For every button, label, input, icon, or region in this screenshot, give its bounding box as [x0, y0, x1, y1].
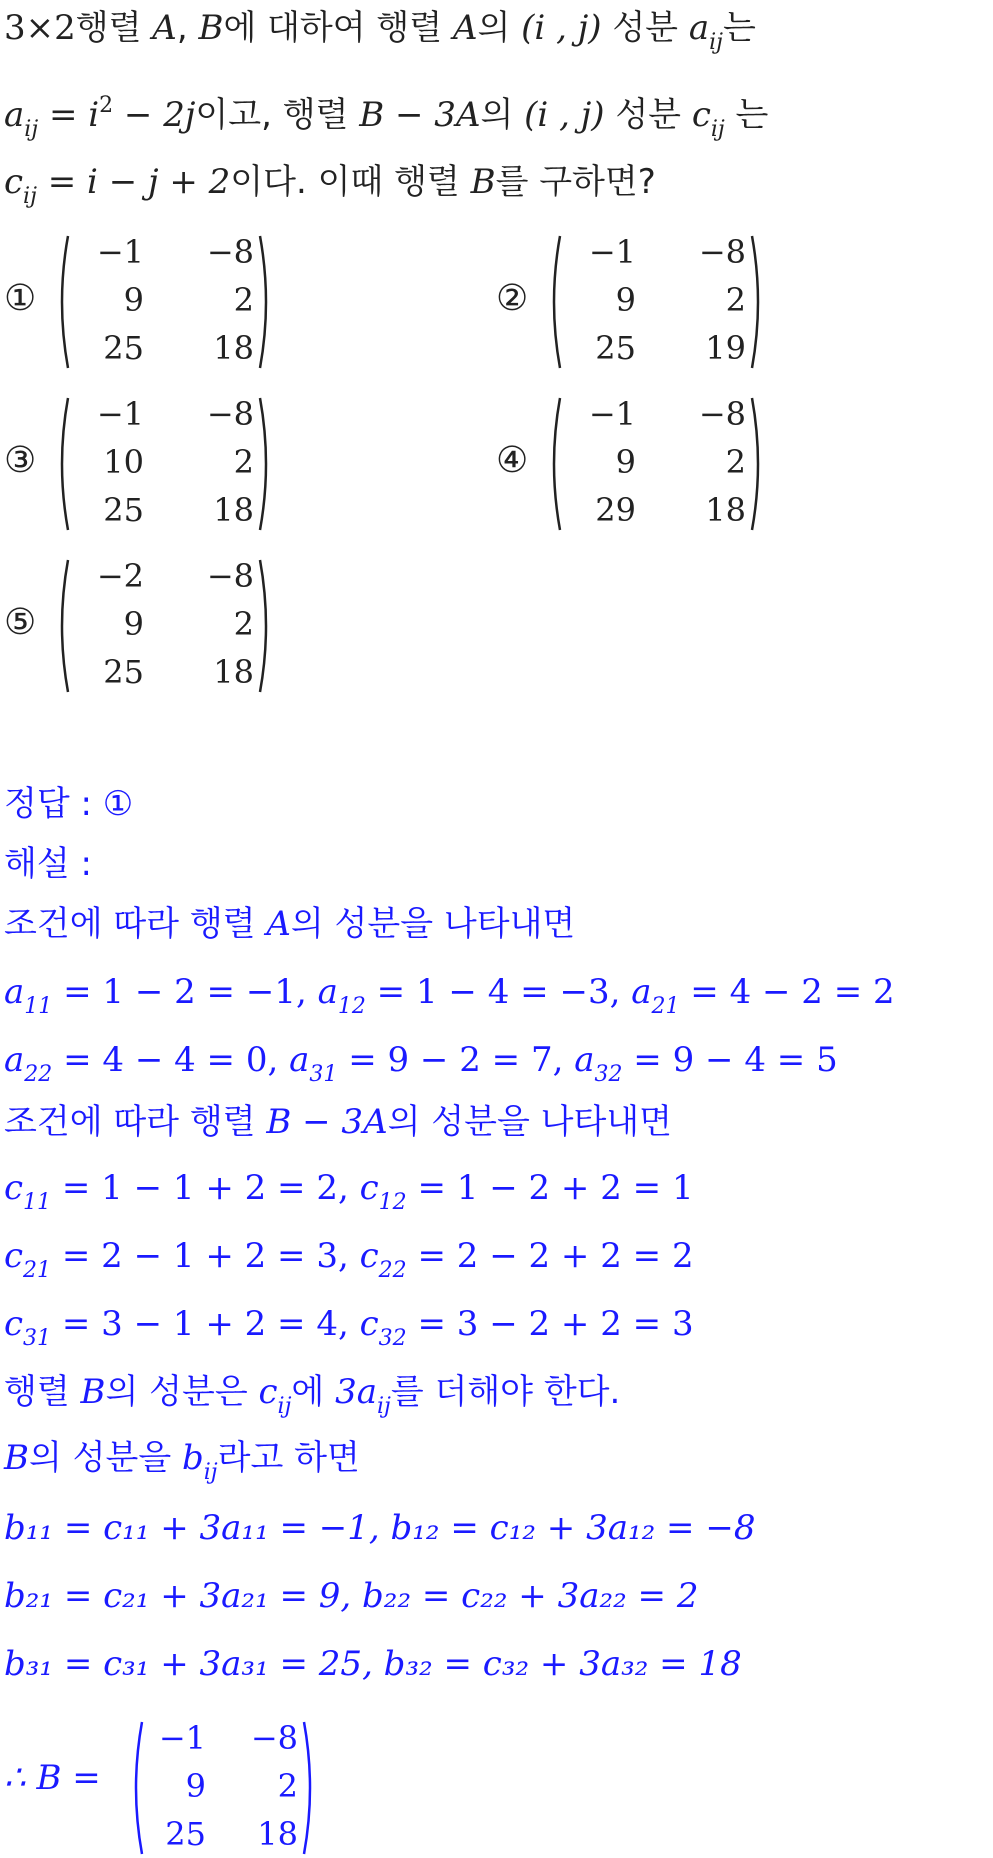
matrix-cell: 9: [123, 281, 144, 319]
solution-step-2: 조건에 따라 행렬 B − 3A의 성분을 나타내면: [4, 1102, 672, 1142]
matrix-cell: 2: [233, 605, 254, 643]
matrix-cell: −1: [158, 1719, 206, 1757]
choice-4[interactable]: [496, 394, 796, 534]
matrix-cell: 25: [165, 1815, 206, 1853]
matrix-cell: 9: [185, 1767, 206, 1805]
question-line-2: $a_{ij} = i^2 - 2j$이고, 행렬 B − 3A의 (i , j) 성분 $c_{ij}$ 는: [4, 93, 769, 142]
answer-matrix: [128, 1718, 318, 1858]
c-values-line-3: $c_{31} = 3 - 1 + 2 = 4$, $c_{32} = 3 - 2 + 2 = 3$: [4, 1304, 694, 1351]
right-paren: [260, 560, 266, 692]
matrix-cell: 19: [705, 329, 746, 367]
matrix-cell: −8: [698, 395, 746, 433]
matrix-cell: 18: [213, 329, 254, 367]
choice-2[interactable]: [496, 232, 796, 372]
matrix-cell: 2: [233, 281, 254, 319]
choice-number: ④: [496, 440, 529, 481]
b-values-line-2: b₂₁ = c₂₁ + 3a₂₁ = 9, b₂₂ = c₂₂ + 3a₂₂ = 2: [4, 1576, 699, 1616]
matrix-cell: −8: [206, 557, 254, 595]
solution-step-4: B의 성분을 $b_{ij}$라고 하면: [4, 1438, 360, 1485]
choice-5[interactable]: [4, 556, 304, 696]
right-paren: [752, 236, 758, 368]
matrix-cell: 9: [123, 605, 144, 643]
choice-number: ②: [496, 278, 529, 319]
answer-line: 정답 : ①: [4, 784, 134, 824]
matrix-cell: −8: [206, 395, 254, 433]
matrix-cell: 18: [257, 1815, 298, 1853]
c-values-line-1: $c_{11} = 1 - 1 + 2 = 2$, $c_{12} = 1 - 2 + 2 = 1$: [4, 1168, 694, 1215]
matrix-cell: 18: [705, 491, 746, 529]
question-line-1: 3×2행렬 A, B에 대하여 행렬 A의 (i , j) 성분 $a_{ij}$는: [4, 8, 756, 55]
matrix-cell: 2: [725, 281, 746, 319]
matrix-cell: 9: [615, 281, 636, 319]
right-paren: [752, 398, 758, 530]
matrix-cell: 2: [233, 443, 254, 481]
a-values-line-2: $a_{22} = 4 - 4 = 0$, $a_{31} = 9 - 2 = 7$, $a_{32} = 9 - 4 = 5$: [4, 1040, 838, 1087]
matrix-cell: 18: [213, 653, 254, 691]
matrix-cell: 25: [595, 329, 636, 367]
matrix-cell: −2: [96, 557, 144, 595]
c-values-line-2: $c_{21} = 2 - 1 + 2 = 3$, $c_{22} = 2 - 2 + 2 = 2$: [4, 1236, 694, 1283]
matrix-cell: 2: [725, 443, 746, 481]
right-paren: [304, 1722, 310, 1854]
choice-matrix: [54, 556, 274, 696]
a-values-line-1: $a_{11} = 1 - 2 = -1$, $a_{12} = 1 - 4 = -3$, $a_{21} = 4 - 2 = 2$: [4, 972, 895, 1019]
right-paren: [260, 398, 266, 530]
choice-matrix: [54, 394, 274, 534]
therefore-line: ∴ B =: [4, 1758, 101, 1798]
answer-value: ①: [102, 784, 134, 824]
explain-label: 해설 :: [4, 844, 92, 884]
matrix-cell: −1: [588, 395, 636, 433]
choice-matrix: [546, 394, 766, 534]
matrix-cell: 25: [103, 329, 144, 367]
choice-number: ①: [4, 278, 37, 319]
choice-3[interactable]: [4, 394, 304, 534]
matrix-cell: −8: [250, 1719, 298, 1757]
choice-number: ③: [4, 440, 37, 481]
matrix-cell: −1: [96, 395, 144, 433]
b-values-line-3: b₃₁ = c₃₁ + 3a₃₁ = 25, b₃₂ = c₃₂ + 3a₃₂ = 18: [4, 1644, 742, 1684]
matrix-cell: −8: [698, 233, 746, 271]
matrix-cell: 25: [103, 653, 144, 691]
solution-step-1: 조건에 따라 행렬 A의 성분을 나타내면: [4, 904, 576, 944]
choice-1[interactable]: [4, 232, 304, 372]
matrix-cell: 29: [595, 491, 636, 529]
matrix-cell: 25: [103, 491, 144, 529]
matrix-cell: 9: [615, 443, 636, 481]
question-line-3: $c_{ij} = i - j + 2$이다. 이때 행렬 B를 구하면?: [4, 162, 656, 209]
right-paren: [260, 236, 266, 368]
solution-step-3: 행렬 B의 성분은 $c_{ij}$에 $3a_{ij}$를 더해야 한다.: [4, 1372, 621, 1419]
matrix-cell: −1: [588, 233, 636, 271]
matrix-cell: 2: [277, 1767, 298, 1805]
choice-matrix: [546, 232, 766, 372]
matrix-cell: −8: [206, 233, 254, 271]
matrix-cell: 18: [213, 491, 254, 529]
choice-number: ⑤: [4, 602, 37, 643]
b-values-line-1: b₁₁ = c₁₁ + 3a₁₁ = −1, b₁₂ = c₁₂ + 3a₁₂ = −8: [4, 1508, 756, 1548]
matrix-cell: −1: [96, 233, 144, 271]
choice-matrix: [54, 232, 274, 372]
matrix-cell: 10: [103, 443, 144, 481]
